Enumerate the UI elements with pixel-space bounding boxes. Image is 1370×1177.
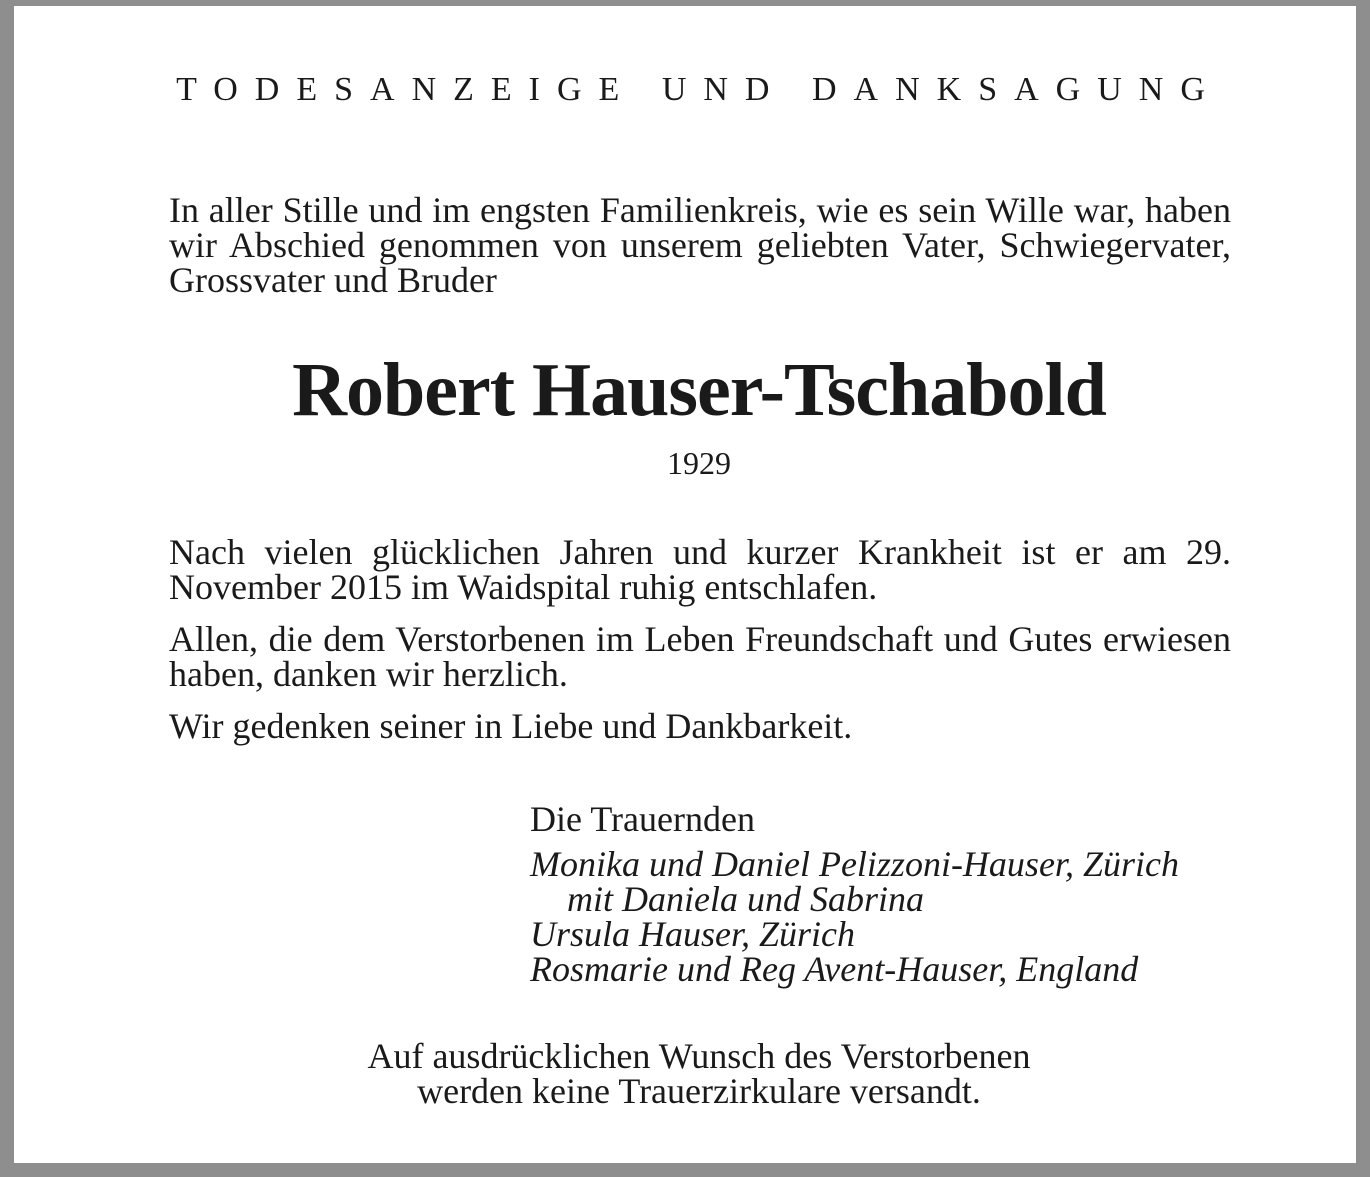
mourner-entry: Ursula Hauser, Zürich [530, 914, 856, 954]
death-paragraph: Nach vielen glücklichen Jahren und kurzer Krankheit ist er am 29. November 2015 im Waidspital ruhig entschlafen. [169, 532, 1231, 607]
birth-year: 1929 [667, 445, 731, 481]
mourners-label: Die Trauernden [530, 799, 755, 839]
mourner-entry: Monika und Daniel Pelizzoni-Hauser, Zürich [530, 844, 1179, 884]
notice-heading: TODESANZEIGE UND DANKSAGUNG [176, 71, 1222, 108]
intro-paragraph: In aller Stille und im engsten Familienkreis, wie es sein Wille war, haben wir Abschied genommen von unserem geliebten Vater, Schwiegervater, Grossvater und Bruder [169, 190, 1231, 300]
memory-paragraph: Wir gedenken seiner in Liebe und Dankbarkeit. [169, 706, 853, 746]
closing-line: Auf ausdrücklichen Wunsch des Verstorbenen [367, 1036, 1031, 1076]
mourners-block [530, 799, 1250, 989]
mourner-entry: mit Daniela und Sabrina [567, 879, 924, 919]
closing-line: werden keine Trauerzirkulare versandt. [417, 1071, 981, 1111]
deceased-name: Robert Hauser-Tschabold [292, 348, 1106, 432]
mourner-entry: Rosmarie und Reg Avent-Hauser, England [530, 949, 1139, 989]
closing-note [14, 1036, 1370, 1111]
thanks-paragraph: Allen, die dem Verstorbenen im Leben Freundschaft und Gutes erwiesen haben, danken wir herzlich. [169, 619, 1231, 694]
